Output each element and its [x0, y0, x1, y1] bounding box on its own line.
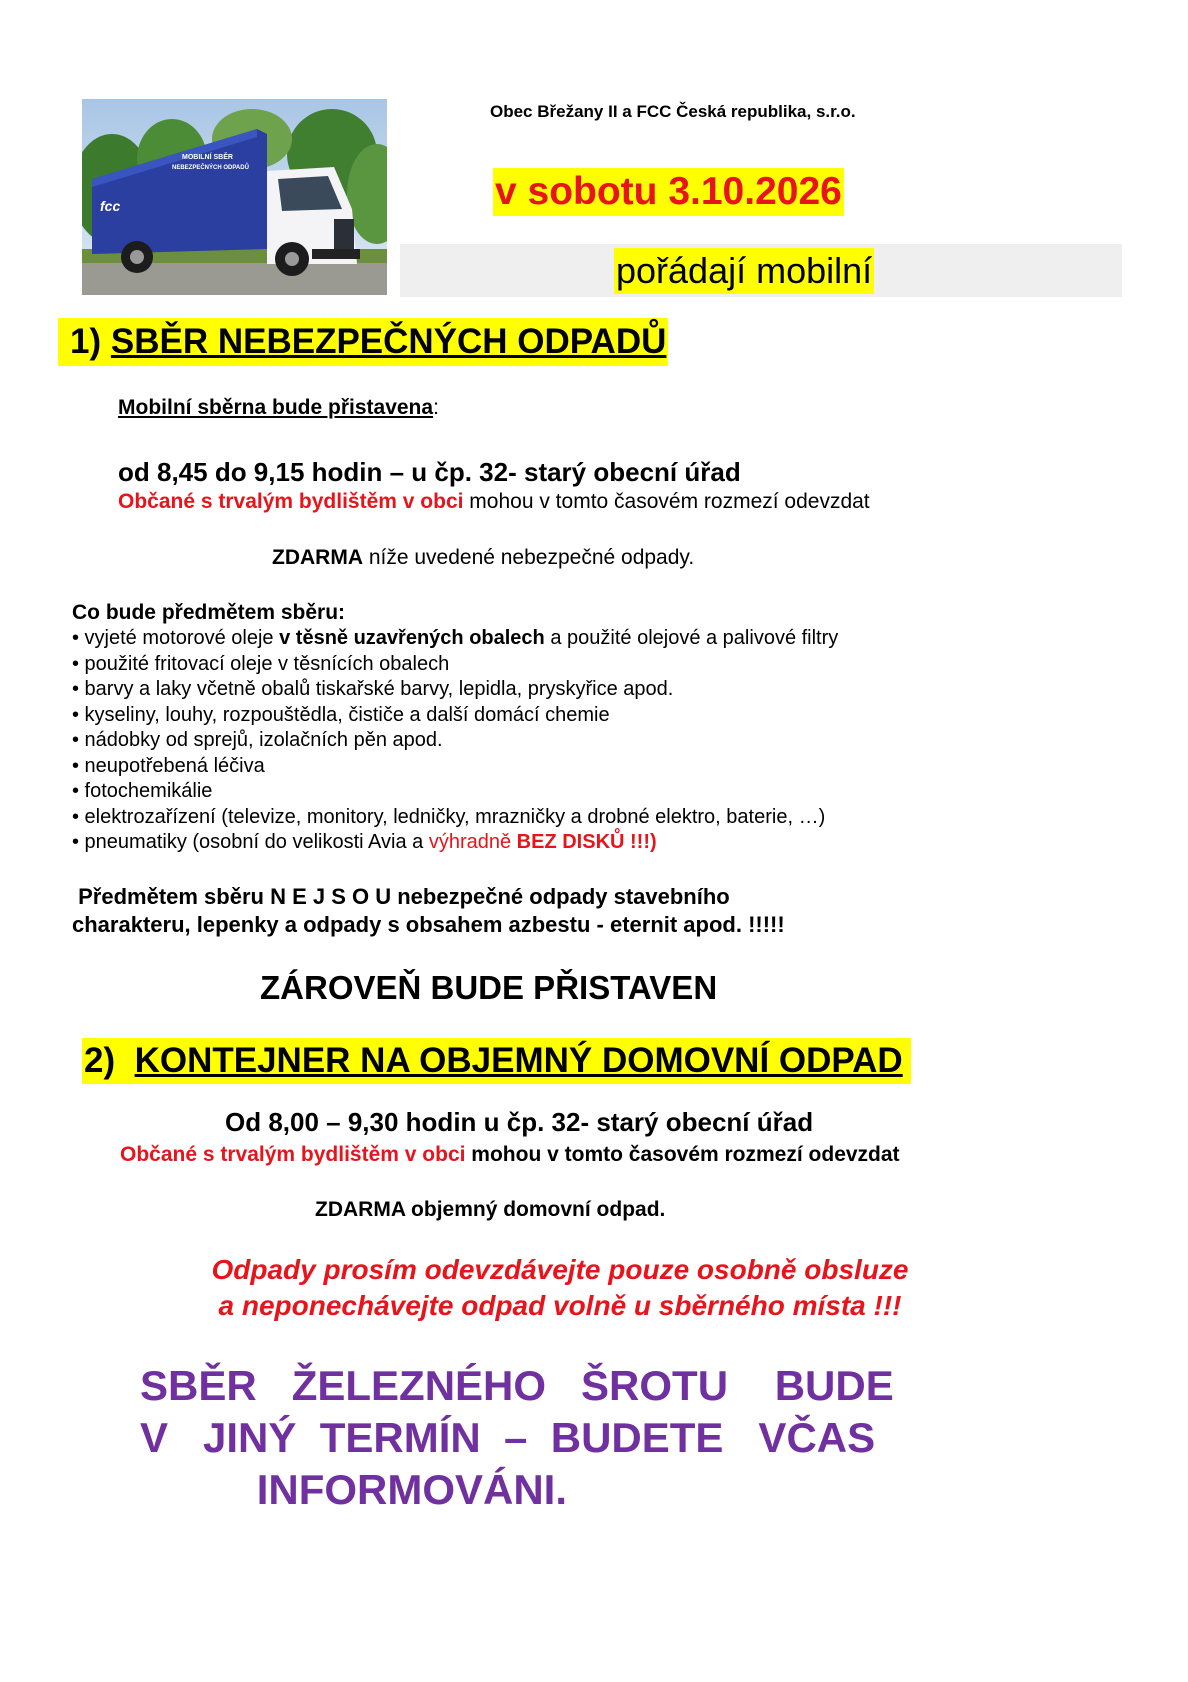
also-heading: ZÁROVEŇ BUDE PŘISTAVEN [260, 969, 718, 1006]
section1-time: od 8,45 do 9,15 hodin – u čp. 32- starý obecní úřad [118, 457, 741, 487]
organize-text: pořádají mobilní [614, 248, 874, 294]
section1-heading [58, 318, 668, 366]
item-emphasis: v těsně uzavřených obalech [279, 627, 545, 649]
citizens-highlight: Občané s trvalým bydlištěm v obci [120, 1143, 466, 1166]
list-item: • použité fritovací oleje v těsnících obalech [72, 652, 450, 675]
section2-heading [82, 1038, 911, 1084]
citizens-rest: mohou v tomto časovém rozmezí odevzdat [463, 490, 870, 513]
notice-line-2: a neponechávejte odpad volně u sběrného místa !!! [218, 1290, 902, 1321]
placement-colon: : [433, 396, 439, 419]
section2-time: Od 8,00 – 9,30 hodin u čp. 32- starý obecní úřad [225, 1107, 814, 1137]
list-item: • nádobky od sprejů, izolačních pěn apod. [72, 729, 443, 751]
organizer-line: Obec Břežany II a FCC Česká republika, s.r.o. [490, 102, 856, 121]
section1-title: SBĚR NEBEZPEČNÝCH ODPADŮ [110, 322, 667, 361]
section2-number: 2) [84, 1041, 135, 1080]
notice-line-1: Odpady prosím odevzdávejte pouze osobně obsluze [211, 1254, 909, 1285]
citizens-rest: mohou v tomto časovém rozmezí odevzdat [465, 1143, 900, 1166]
item-text: a použité olejové a palivové filtry [544, 627, 839, 649]
collect-title: Co bude předmětem sběru: [72, 601, 346, 624]
truck-label-2: NEBEZPEČNÝCH ODPADŮ [172, 165, 249, 171]
list-item: • neupotřebená léčiva [72, 754, 265, 777]
scrap-line-3: INFORMOVÁNI. [140, 1466, 568, 1513]
list-item: • kyseliny, louhy, rozpouštědla, čističe a další domácí chemie [72, 703, 610, 726]
item-text: • pneumatiky (osobní do velikosti Avia a [72, 831, 429, 853]
section1-citizens [118, 490, 870, 514]
list-item [72, 830, 838, 856]
section2-citizens [120, 1143, 900, 1167]
list-item: • barvy a laky včetně obalů tiskařské barvy, lepidla, pryskyřice apod. [72, 678, 674, 700]
section2-title: KONTEJNER NA OBJEMNÝ DOMOVNÍ ODPAD [134, 1041, 903, 1080]
free-bold: ZDARMA [272, 546, 363, 569]
placement-text: Mobilní sběrna bude přistavena [118, 396, 434, 419]
truck-photo [82, 99, 387, 295]
section1-number: 1) [70, 322, 111, 361]
list-item: • elektrozařízení (televize, monitory, ledničky, mrazničky a drobné elektro, baterie, …) [72, 805, 826, 828]
scrap-line-2: V JINÝ TERMÍN – BUDETE VČAS [140, 1414, 876, 1461]
notice [120, 1252, 1000, 1324]
item-red-bold: BEZ DISKŮ !!!) [516, 831, 657, 853]
exclusion-warning: Předmětem sběru N E J S O U nebezpečné odpady stavebního charakteru, lepenky a odpady s obsahem azbestu - eternit apod. !!!!! [72, 884, 785, 937]
list-item [72, 626, 838, 652]
collect-list [72, 626, 838, 856]
scrap-line-1: SBĚR ŽELEZNÉHO ŠROTU BUDE [140, 1362, 894, 1409]
item-text: • vyjeté motorové oleje [72, 627, 280, 649]
fcc-logo: fcc [100, 198, 121, 214]
truck-label-1: MOBILNÍ SBĚR [182, 154, 233, 161]
scrap-notice [140, 1360, 960, 1516]
event-date: v sobotu 3.10.2026 [493, 168, 844, 216]
item-red: výhradně [428, 831, 517, 853]
citizens-highlight: Občané s trvalým bydlištěm v obci [118, 490, 464, 513]
section1-free [272, 546, 694, 570]
list-item: • fotochemikálie [72, 780, 213, 802]
placement-label [118, 396, 439, 420]
free-rest: níže uvedené nebezpečné odpady. [362, 546, 695, 569]
section2-free: ZDARMA objemný domovní odpad. [315, 1198, 666, 1221]
